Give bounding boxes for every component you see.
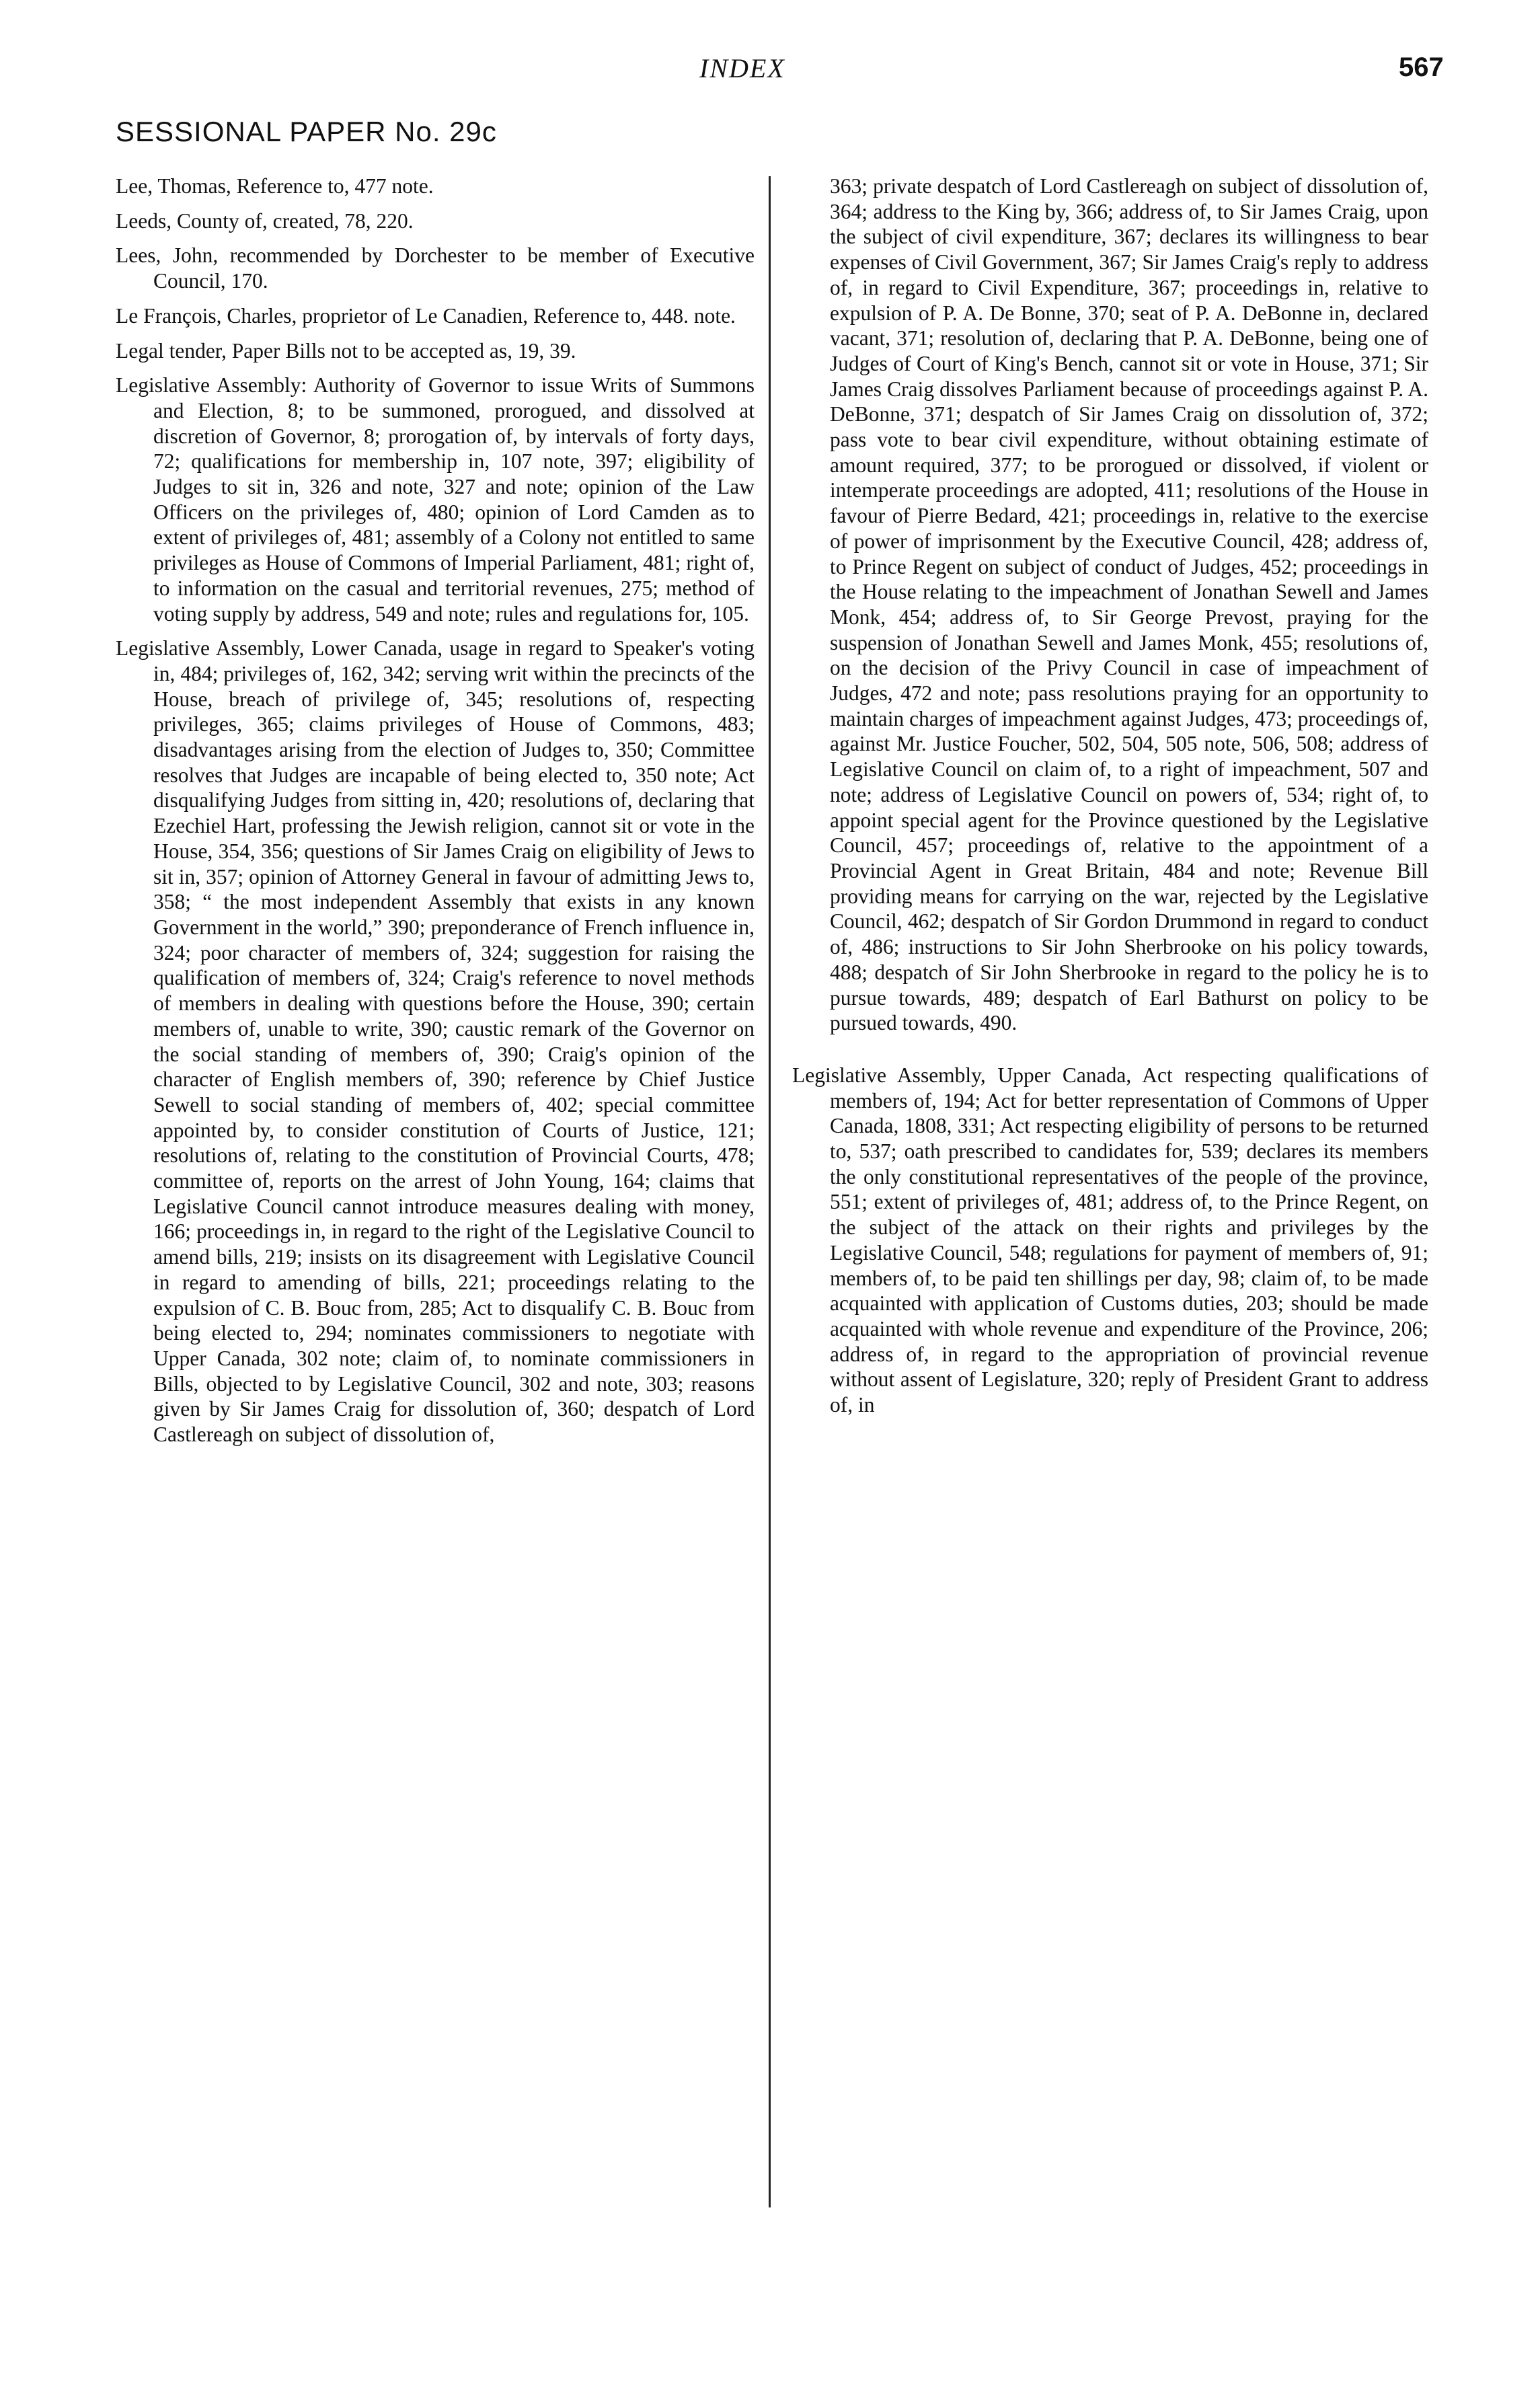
index-entry: Lees, John, recommended by Dorchester to be member of Executive Council, 170. (116, 243, 755, 293)
index-entry: Legislative Assembly, Upper Canada, Act respecting qualifications of members of, 194; Act for better representation of Commons of Upper Canada, 1808, 331; Act respecting eligibility of persons to be returned to, 537; oath prescribed to candidates for, 539; declares its members the only constitutional representatives of the people of the province, 551; extent of privileges of, 481; address of, to the Prince Regent, on the subject of the attack on their rights and privileges by the Legislative Council, 548; regulations for payment of members of, 91; members of, to be paid ten shillings per day, 98; claim of, to be made acquainted with application of Customs duties, 203; should be made acquainted with whole revenue and expenditure of the Province, 206; address of, in regard to the appropriation of provincial revenue without assent of Legislature, 320; reply of President Grant to address of, in (792, 1063, 1428, 1417)
column-divider (769, 176, 771, 2207)
index-entry: Legislative Assembly, Lower Canada, usage in regard to Speaker's voting in, 484; privileges of, 162, 342; serving writ within the precincts of the House, breach of privilege of, 345; resolutions of, respecting privileges, 365; claims privileges of House of Commons, 483; disadvantages arising from the election of Judges to, 350; Committee resolves that Judges are incapable of being elected to, 350 note; Act disqualifying Judges from sitting in, 420; resolutions of, declaring that Ezechiel Hart, professing the Jewish religion, cannot sit or vote in the House, 354, 356; questions of Sir James Craig on eligibility of Jews to sit in, 357; opinion of Attorney General in favour of admitting Jews to, 358; “ the most independent Assembly that exists in any known Government in the world,” 390; preponderance of French influence in, 324; poor character of members of, 324; suggestion for raising the qualification of members of, 324; Craig's reference to novel methods of members in dealing with questions before the House, 390; certain members of, unable to write, 390; caustic remark of the Governor on the social standing of members of, 390; Craig's opinion of the character of English members of, 390; reference by Chief Justice Sewell to social standing of members of, 402; special committee appointed by, to consider constitution of Courts of Justice, 121; resolutions of, relating to the constitution of Provincial Courts, 478; committee of, reports on the arrest of John Young, 164; claims that Legislative Council cannot introduce measures dealing with money, 166; proceedings in, in regard to the right of the Legislative Council to amend bills, 219; insists on its disagreement with Legislative Council in regard to amending of bills, 221; proceedings relating to the expulsion of C. B. Bouc from, 285; Act to disqualify C. B. Bouc from being elected to, 294; nominates commissioners to negotiate with Upper Canada, 302 note; claim of, to nominate commissioners in Bills, objected to by Legislative Council, 302 and note, 303; reasons given by Sir James Craig for dissolution of, 360; despatch of Lord Castlereagh on subject of dissolution of, (116, 636, 755, 1447)
page-number: 567 (1399, 52, 1444, 82)
index-entry-continuation: 363; private despatch of Lord Castlereagh on subject of dissolution of, 364; address to the King by, 366; address of, to Sir James Craig, upon the subject of civil expenditure, 367; declares its willingness to bear expenses of Civil Government, 367; Sir James Craig's reply to address of, in regard to Civil Expenditure, 367; proceedings in, relative to expulsion of P. A. De Bonne, 370; seat of P. A. DeBonne in, declared vacant, 371; resolution of, declaring that P. A. DeBonne, being one of Judges of Court of King's Bench, cannot sit or vote in House, 371; Sir James Craig dissolves Parliament because of proceedings against P. A. DeBonne, 371; despatch of Sir James Craig on dissolution of, 372; pass vote to bear civil expenditure, without obtaining estimate of amount required, 377; to be prorogued or dissolved, if violent or intemperate proceedings are adopted, 411; resolutions of the House in favour of Pierre Bedard, 421; proceedings in, relative to the exercise of power of imprisonment by the Executive Council, 428; address of, to Prince Regent on subject of conduct of Judges, 452; proceedings in the House relating to the impeachment of Jonathan Sewell and James Monk, 454; address of, to Sir George Prevost, praying for the suspension of Jonathan Sewell and James Monk, 455; resolutions of, on the decision of the Privy Council in case of impeachment of Judges, 472 and note; pass resolutions praying for an opportunity to maintain charges of impeachment against Judges, 473; proceedings of, against Mr. Justice Foucher, 502, 504, 505 note, 506, 508; address of Legislative Council on claim of, to a right of impeachment, 507 and note; address of Legislative Council on powers of, 534; right of, to appoint special agent for the Province questioned by the Legislative Council, 457; proceedings of, relative to the appointment of a Provincial Agent in Great Britain, 484 and note; Revenue Bill providing means for carrying on the war, rejected by the Legislative Council, 462; despatch of Sir Gordon Drummond in regard to conduct of, 486; instructions to Sir John Sherbrooke on his policy towards, 488; despatch of Sir John Sherbrooke in regard to the policy he is to pursue towards, 489; despatch of Earl Bathurst on policy to be pursued towards, 490. (830, 174, 1428, 1035)
right-column (792, 174, 1428, 1427)
index-entry: Lee, Thomas, Reference to, 477 note. (116, 174, 434, 198)
running-title: INDEX (699, 53, 785, 83)
sessional-paper-label: SESSIONAL PAPER No. 29c (116, 116, 497, 147)
left-column (116, 174, 755, 1457)
index-entry: Le François, Charles, proprietor of Le Canadien, Reference to, 448. note. (116, 303, 736, 328)
index-entry: Legal tender, Paper Bills not to be accepted as, 19, 39. (116, 338, 576, 363)
index-entry: Leeds, County of, created, 78, 220. (116, 209, 414, 233)
running-head (0, 52, 1540, 93)
index-entry: Legislative Assembly: Authority of Governor to issue Writs of Summons and Election, 8; to be summoned, prorogued, and dissolved at discretion of Governor, 8; prorogation of, by intervals of forty days, 72; qualifications for membership in, 107 note, 397; eligibility of Judges to sit in, 326 and note, 327 and note; opinion of the Law Officers on the privileges of, 480; opinion of Lord Camden as to extent of privileges of, 481; assembly of a Colony not entitled to same privileges as House of Commons of Imperial Parliament, 481; right of, to information on the casual and territorial revenues, 275; method of voting supply by address, 549 and note; rules and regulations for, 105. (116, 373, 755, 626)
